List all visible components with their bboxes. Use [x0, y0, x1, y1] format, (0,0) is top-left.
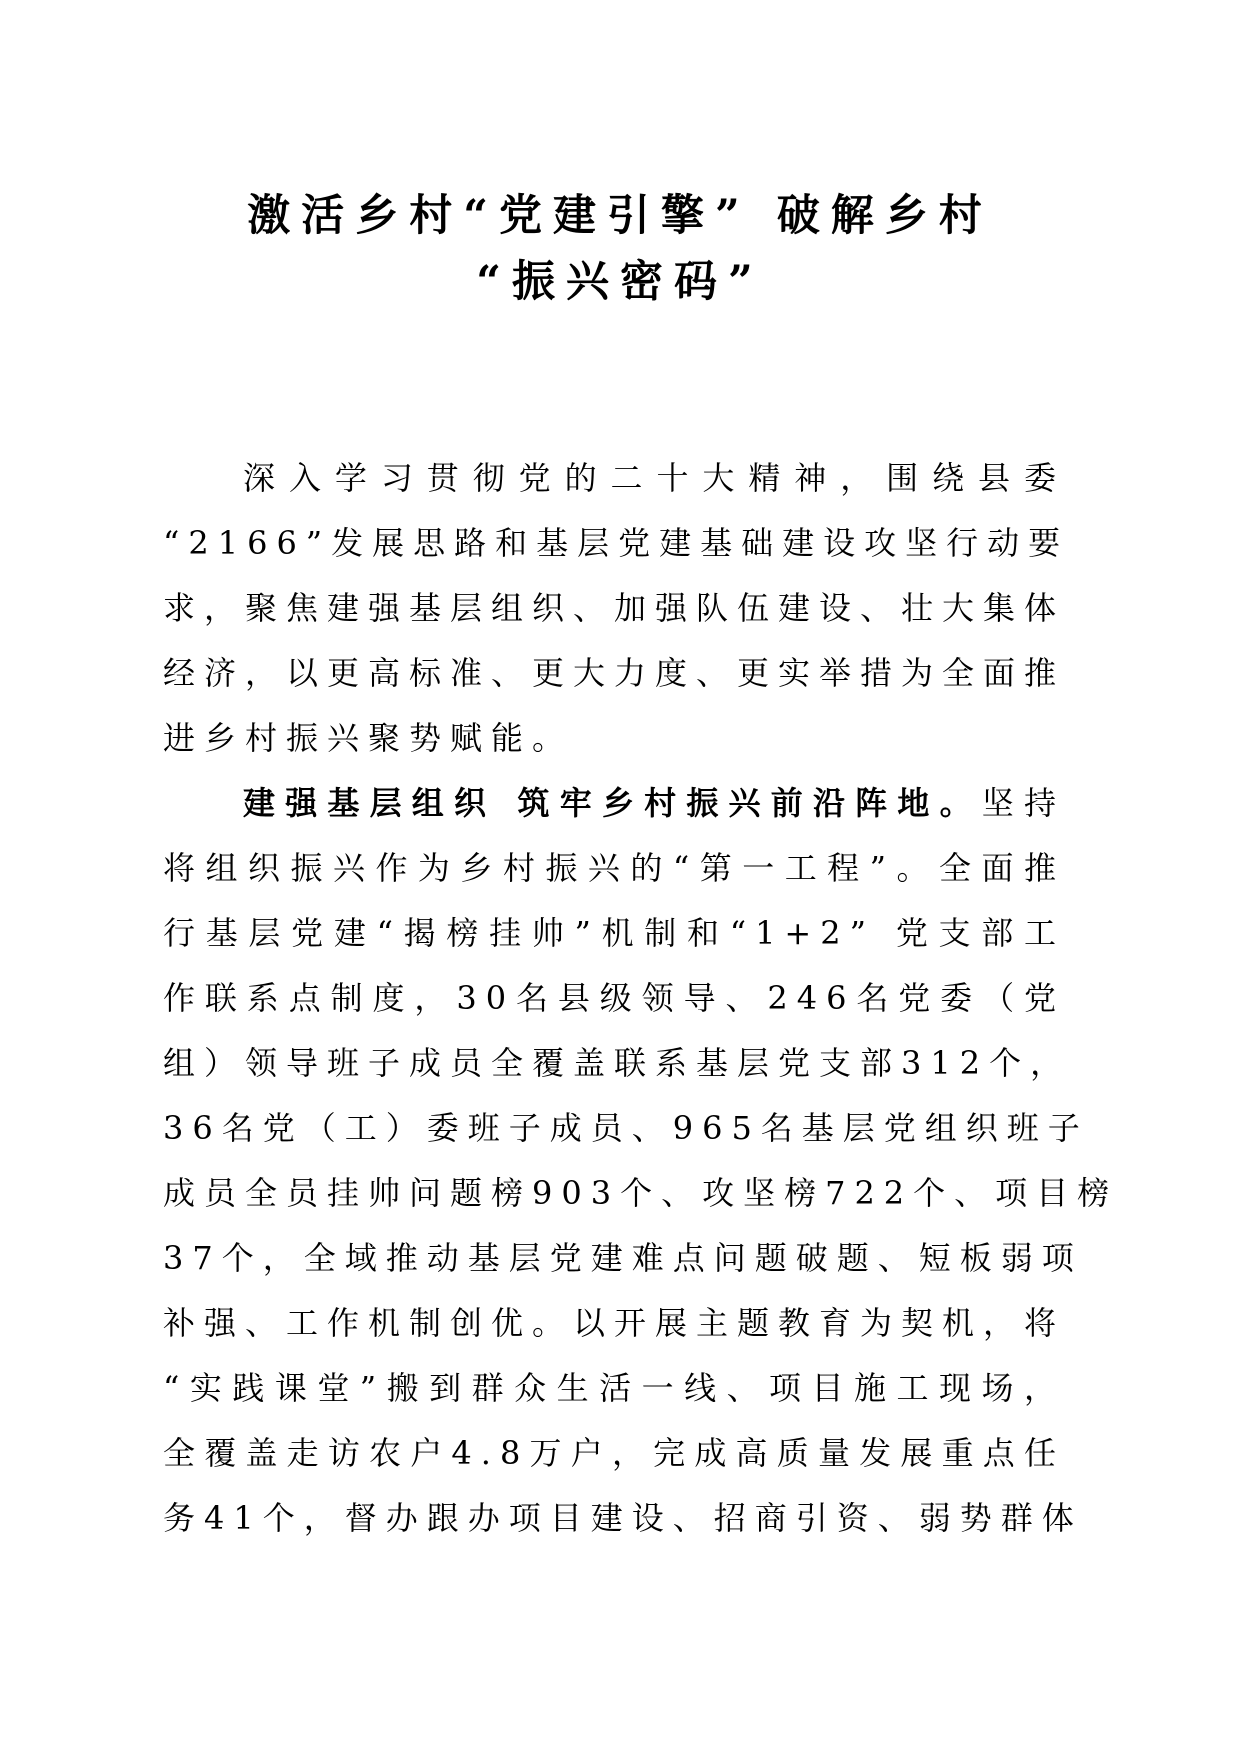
body-line-16: 全覆盖走访农户4.8万户，完成高质量发展重点任 — [163, 1434, 1065, 1472]
body-line-12: 成员全员挂帅问题榜903个、攻坚榜722个、项目榜 — [163, 1174, 1119, 1212]
body-line-14: 补强、工作机制创优。以开展主题教育为契机，将 — [163, 1304, 1066, 1342]
body-line-6-text: 坚持 — [981, 784, 1065, 822]
body-line-3: 求，聚焦建强基层组织、加强队伍建设、壮大集体 — [163, 589, 1066, 627]
body-line-10: 组）领导班子成员全覆盖联系基层党支部312个， — [163, 1044, 1072, 1082]
body-line-13: 37个，全域推动基层党建难点问题破题、短板弱项 — [163, 1239, 1083, 1277]
body-line-2: “2166”发展思路和基层党建基础建设攻坚行动要 — [163, 524, 1070, 562]
body-line-4: 经济，以更高标准、更大力度、更实举措为全面推 — [163, 654, 1066, 692]
title-line-2: “振兴密码” — [476, 257, 764, 307]
section-heading: 建强基层组织 筑牢乡村振兴前沿阵地。 — [243, 784, 982, 822]
body-line-9: 作联系点制度，30名县级领导、246名党委（党 — [163, 979, 1065, 1017]
title-line-1: 激活乡村“党建引擎” 破解乡村 — [247, 191, 993, 241]
body-line-5: 进乡村振兴聚势赋能。 — [163, 719, 574, 757]
body-line-8: 行基层党建“揭榜挂帅”机制和“1+2” 党支部工 — [163, 914, 1065, 952]
document-title — [160, 183, 1080, 315]
body-line-1: 深入学习贯彻党的二十大精神，围绕县委 — [243, 459, 1065, 497]
body-line-11: 36名党（工）委班子成员、965名基层党组织班子 — [163, 1109, 1089, 1147]
body-line-17: 务41个，督办跟办项目建设、招商引资、弱势群体 — [163, 1499, 1083, 1537]
body-line-7: 将组织振兴作为乡村振兴的“第一工程”。全面推 — [163, 849, 1065, 887]
body-line-15: “实践课堂”搬到群众生活一线、项目施工现场， — [163, 1369, 1065, 1407]
body-line-6 — [163, 771, 1065, 836]
document-body — [163, 446, 1119, 1551]
